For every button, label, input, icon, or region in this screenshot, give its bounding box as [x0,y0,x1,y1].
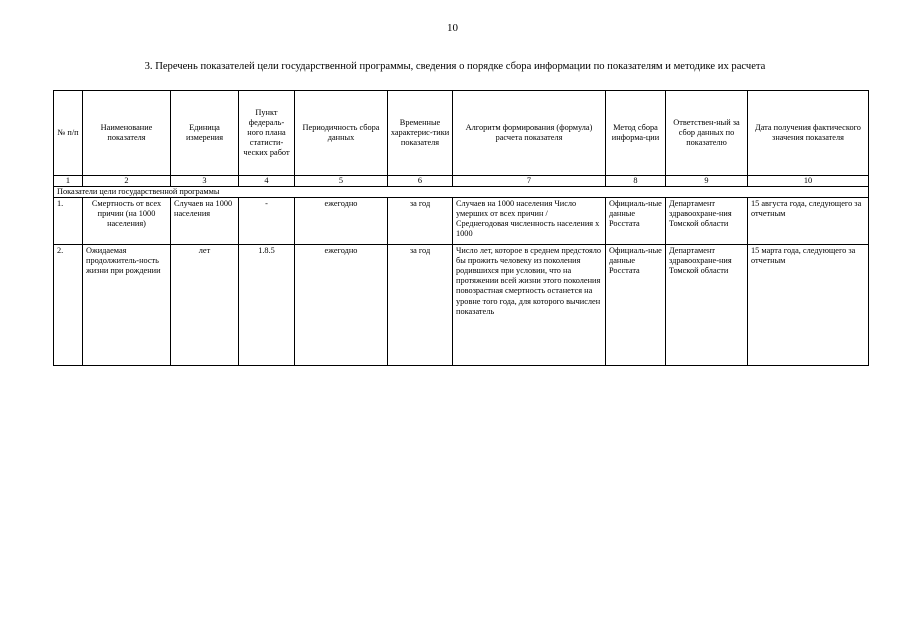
column-number: 5 [295,176,388,187]
section-title: 3. Перечень показателей цели государственной программы, сведения о порядке сбора информации по показателям и методике их расчета [144,61,766,72]
method-cell: Официаль-ные данные Росстата [606,245,666,366]
column-number: 7 [453,176,606,187]
group-row [54,187,869,198]
table-row [54,245,869,366]
row-number: 2. [54,245,83,366]
header-cell-responsible: Ответствен-ный за сбор данных по показателю [666,91,748,176]
indicator-name: Ожидаемая продолжитель-ность жизни при рождении [83,245,171,366]
table-row [54,198,869,245]
header-cell-periodicity: Периодичность сбора данных [295,91,388,176]
time-characteristic-cell: за год [388,198,453,245]
plan-item-cell: - [239,198,295,245]
algorithm-cell: Число лет, которое в среднем предстояло бы прожить человеку из поколения родившихся при условии, что на протяжении всей жизни этого поколения повозрастная смертность останется на уровне того года, для которого вычислен показатель [453,245,606,366]
group-label: Показатели цели государственной программы [54,187,869,198]
responsible-cell: Департамент здравоохране-ния Томской области [666,198,748,245]
header-cell-name: Наименование показателя [83,91,171,176]
column-number: 6 [388,176,453,187]
column-number: 10 [748,176,869,187]
indicators-table [53,90,869,366]
responsible-cell: Департамент здравоохране-ния Томской области [666,245,748,366]
unit-cell: лет [171,245,239,366]
method-cell: Официаль-ные данные Росстата [606,198,666,245]
plan-item-cell: 1.8.5 [239,245,295,366]
indicator-name: Смертность от всех причин (на 1000 населения) [83,198,171,245]
column-number: 3 [171,176,239,187]
column-number: 2 [83,176,171,187]
column-number: 9 [666,176,748,187]
date-cell: 15 августа года, следующего за отчетным [748,198,869,245]
row-number: 1. [54,198,83,245]
algorithm-cell: Случаев на 1000 населения Число умерших от всех причин / Среднегодовая численность населения х 1000 [453,198,606,245]
header-cell-date: Дата получения фактического значения показателя [748,91,869,176]
date-cell: 15 марта года, следующего за отчетным [748,245,869,366]
header-cell-algorithm: Алгоритм формирования (формула) расчета показателя [453,91,606,176]
column-number: 8 [606,176,666,187]
unit-cell: Случаев на 1000 населения [171,198,239,245]
header-row [54,91,869,176]
header-cell-method: Метод сбора информа-ции [606,91,666,176]
header-cell-plan-item: Пункт федераль-ного плана статисти-ческих работ [239,91,295,176]
header-cell-unit: Единица измерения [171,91,239,176]
time-characteristic-cell: за год [388,245,453,366]
periodicity-cell: ежегодно [295,198,388,245]
column-number-row [54,176,869,187]
page-number: 10 [447,22,458,34]
column-number: 4 [239,176,295,187]
header-cell-time-characteristic: Временные характерис-тики показателя [388,91,453,176]
periodicity-cell: ежегодно [295,245,388,366]
column-number: 1 [54,176,83,187]
header-cell-number: № п/п [54,91,83,176]
